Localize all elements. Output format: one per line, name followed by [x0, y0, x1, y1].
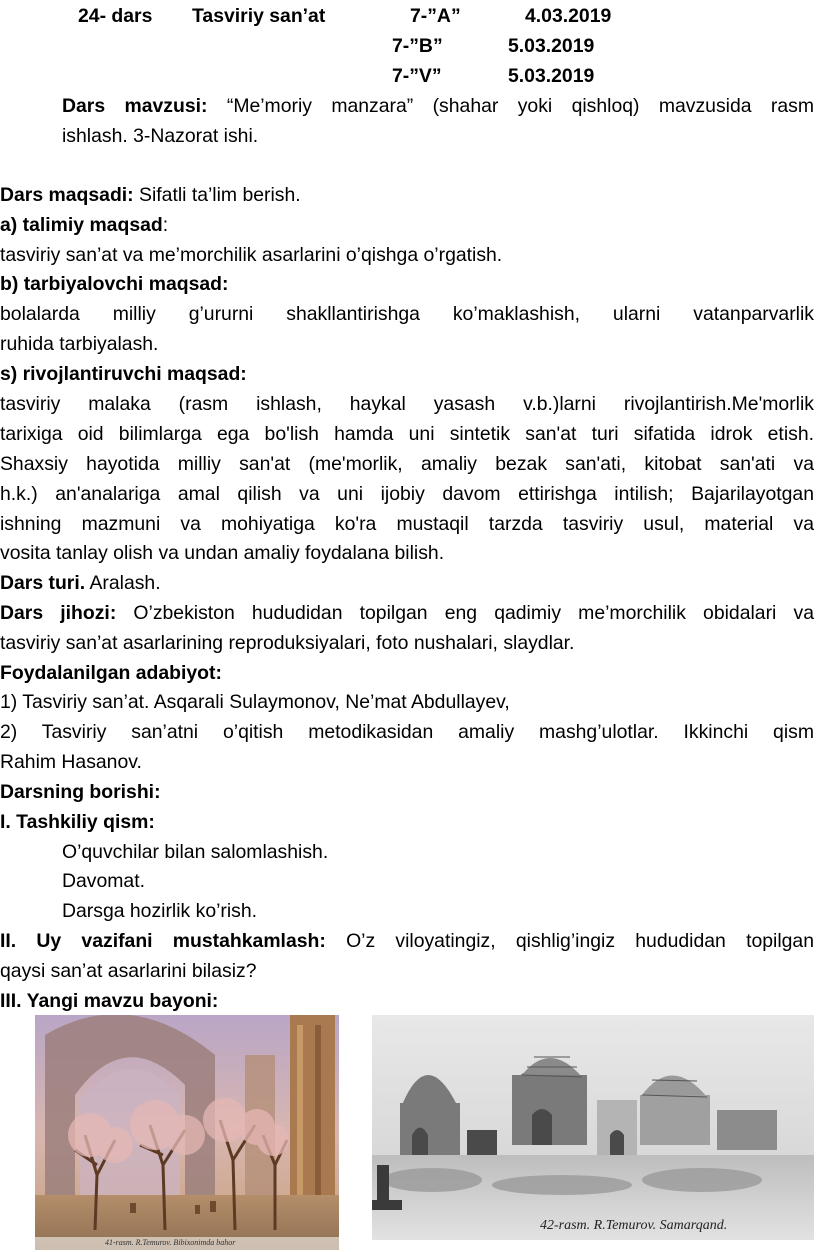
goal-s-line-3: Shaxsiy hayotida milliy san'at (me'morlik, amaliy bezak san'ati, kitobat san'ati va [0, 453, 814, 475]
goal-a-heading [0, 211, 816, 241]
equipment-line-2: tasviriy san’at asarlarining reproduksiyalari, foto nushalari, slaydlar. [0, 632, 575, 654]
photo-illustration [372, 1015, 814, 1240]
goal-b-heading: b) tarbiyalovchi maqsad: [0, 273, 229, 295]
topic-label: Dars mavzusi: [62, 95, 208, 117]
part1-heading: I. Tashkiliy qism: [0, 811, 155, 833]
lesson-type-line [0, 569, 816, 599]
goal-s-line-4: h.k.) an'analariga amal qilish va uni ijobiy davom ettirishga intilish; Bajarilayotgan [0, 483, 814, 505]
date-a: 4.03.2019 [525, 5, 612, 27]
painting-bibixonim [35, 1015, 339, 1250]
literature-item-1: 1) Tasviriy san’at. Asqarali Sulaymonov, Ne’mat Abdullayev, [0, 691, 510, 713]
subject-title: Tasviriy san’at [192, 5, 326, 27]
lesson-type-label: Dars turi. [0, 572, 86, 594]
part2-text: O’z viloyatingiz, qishlig’ingiz hududidan topilgan [325, 930, 815, 952]
goal-s-line-5: ishning mazmuni va mohiyatiga ko'ra mustaqil tarzda tasviriy usul, material va [0, 513, 814, 535]
photo-samarqand [372, 1015, 814, 1240]
topic-line-2: ishlash. 3-Nazorat ishi. [62, 125, 259, 147]
goal-text: Sifatli ta’lim berish. [133, 184, 301, 206]
literature-heading: Foydalanilgan adabiyot: [0, 662, 222, 684]
part2-line-2: qaysi san’at asarlarini bilasiz? [0, 960, 257, 982]
goal-label: Dars maqsadi: [0, 184, 134, 206]
lesson-number: 24- dars [78, 5, 153, 27]
class-a: 7-”A” [410, 5, 461, 27]
equipment-label: Dars jihozi: [0, 602, 117, 624]
part2-label: II. Uy vazifani mustahkamlash: [0, 930, 326, 952]
part1-item-3: Darsga hozirlik ko’rish. [62, 900, 258, 922]
goal-b-line-2: ruhida tarbiyalash. [0, 333, 159, 355]
part2-line-1 [0, 927, 814, 957]
part1-item-1: O’quvchilar bilan salomlashish. [62, 841, 329, 863]
topic-line-1 [62, 92, 814, 122]
literature-item-2-line-2: Rahim Hasanov. [0, 751, 142, 773]
left-figure-caption: 41-rasm. R.Temurov. Bibixonimda bahor [105, 1238, 236, 1247]
right-figure-caption: 42-rasm. R.Temurov. Samarqand. [540, 1218, 728, 1233]
goal-s-heading: s) rivojlantiruvchi maqsad: [0, 363, 247, 385]
goal-line [0, 181, 816, 211]
goal-s-line-2: tarixiga oid bilimlarga ega bo'lish hamda uni sintetik san'at turi sifatida idrok etish. [0, 423, 814, 445]
topic-text: “Me’moriy manzara” (shahar yoki qishloq) mavzusida rasm [226, 95, 815, 117]
date-b: 5.03.2019 [508, 35, 595, 57]
goal-s-line-1: tasviriy malaka (rasm ishlash, haykal yasash v.b.)larni rivojlantirish.Me'morlik [0, 393, 814, 415]
painting-illustration [35, 1015, 339, 1250]
part1-item-2: Davomat. [62, 870, 145, 892]
lesson-type-text: Aralash. [85, 572, 161, 594]
process-heading: Darsning borishi: [0, 781, 161, 803]
part3-heading: III. Yangi mavzu bayoni: [0, 990, 219, 1012]
literature-item-2-line-1: 2) Tasviriy san’atni o’qitish metodikasidan amaliy mashg’ulotlar. Ikkinchi qism [0, 721, 814, 743]
goal-a-text: tasviriy san’at va me’morchilik asarlarini o’qishga o’rgatish. [0, 244, 503, 266]
goal-a-label: a) talimiy maqsad [0, 214, 163, 236]
equipment-text: O’zbekiston hududidan topilgan eng qadimiy me’morchilik obidalari va [116, 602, 814, 624]
goal-b-line-1: bolalarda milliy g’ururni shakllantirishga ko’maklashish, ularni vatanparvarlik [0, 303, 814, 325]
goal-a-colon: : [162, 214, 169, 236]
date-v: 5.03.2019 [508, 65, 595, 87]
class-v: 7-”V” [392, 65, 442, 87]
class-b: 7-”B” [392, 35, 443, 57]
goal-s-line-6: vosita tanlay olish va undan amaliy foydalana bilish. [0, 542, 445, 564]
equipment-line-1 [0, 599, 814, 629]
